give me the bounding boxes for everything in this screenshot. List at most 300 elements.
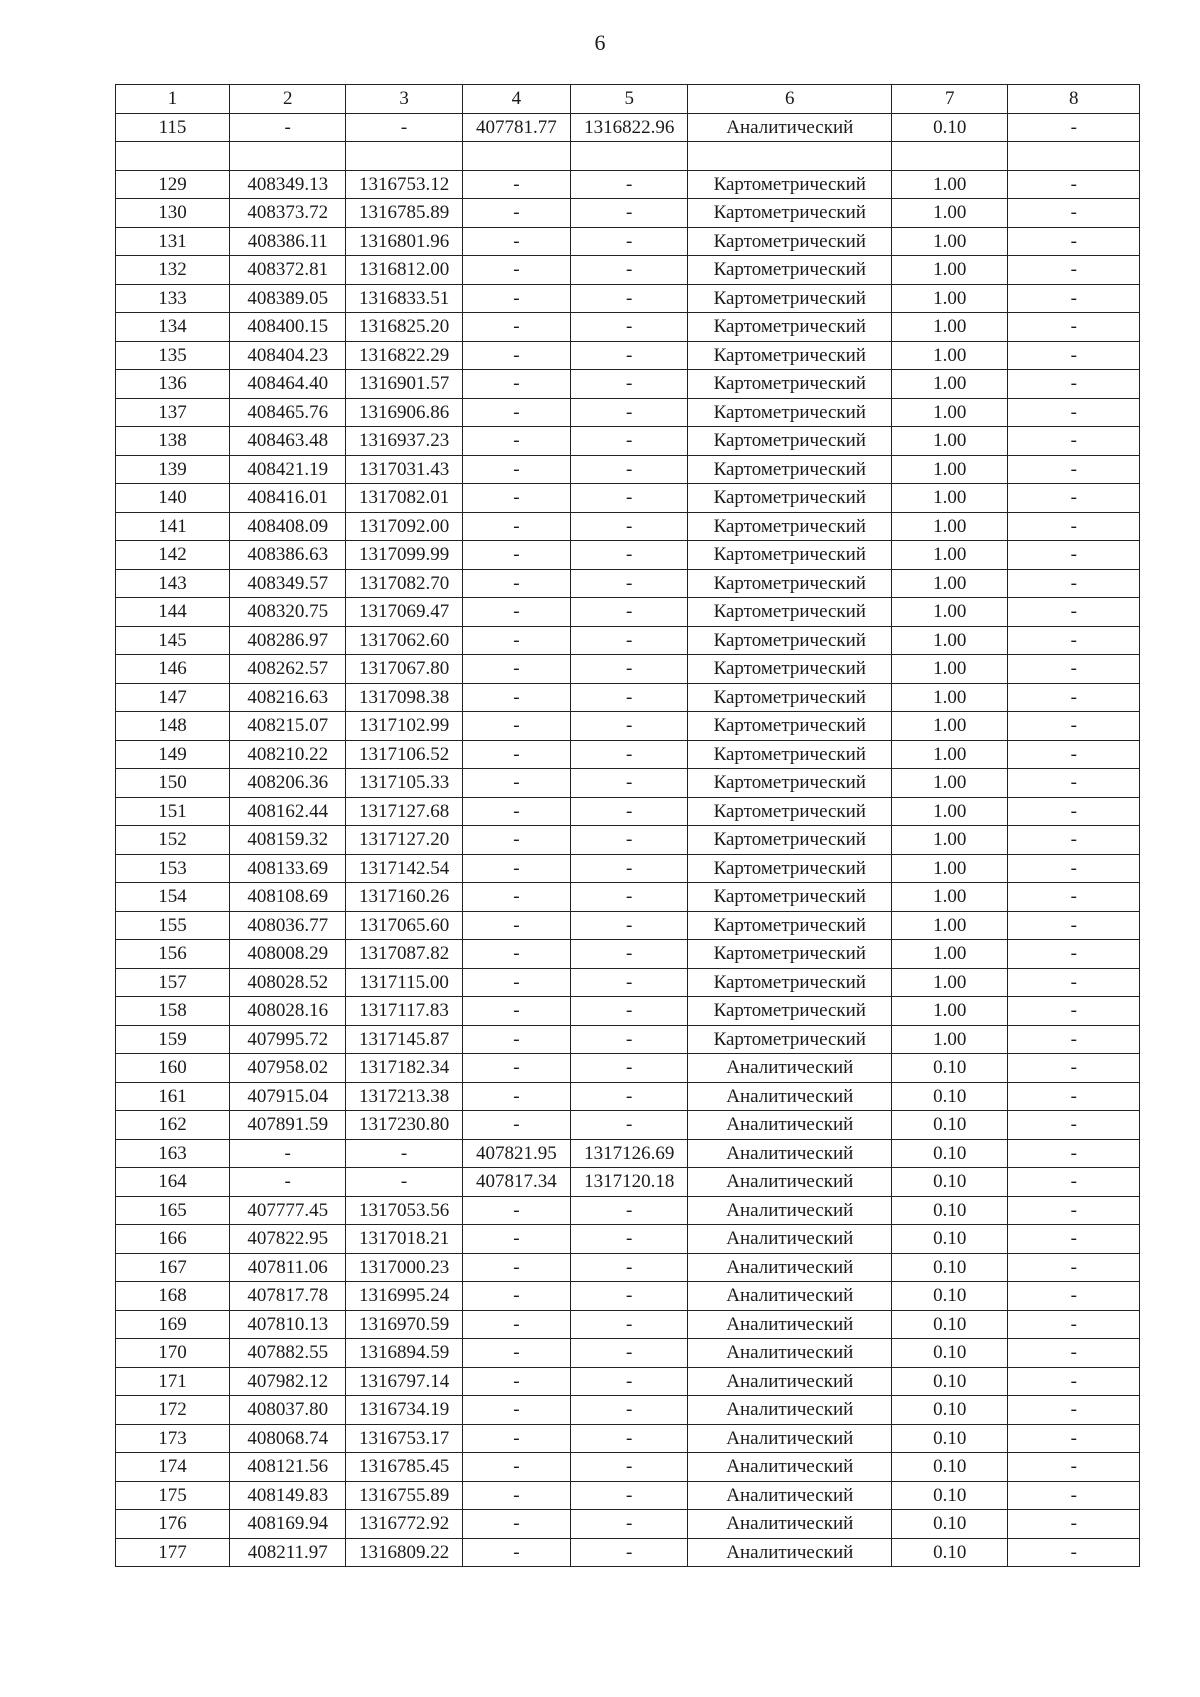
table-row xyxy=(116,484,1140,513)
table-cell: 1317062.60 xyxy=(346,626,462,655)
table-cell: - xyxy=(570,1082,688,1111)
table-cell: 1317213.38 xyxy=(346,1082,462,1111)
table-cell: 0.10 xyxy=(892,1282,1008,1311)
table-cell: 1317000.23 xyxy=(346,1253,462,1282)
table-cell: 1317098.38 xyxy=(346,683,462,712)
table-cell: - xyxy=(462,797,570,826)
table-cell xyxy=(1008,142,1140,171)
table-cell: - xyxy=(1008,854,1140,883)
table-cell: 1316822.29 xyxy=(346,341,462,370)
table-cell: 1.00 xyxy=(892,740,1008,769)
table-cell: Аналитический xyxy=(688,1111,892,1140)
table-cell: - xyxy=(462,370,570,399)
table-row xyxy=(116,1481,1140,1510)
table-cell: 115 xyxy=(116,113,230,142)
table-cell: 0.10 xyxy=(892,1367,1008,1396)
table-cell: Картометрический xyxy=(688,598,892,627)
table-cell: 1316894.59 xyxy=(346,1339,462,1368)
table-row xyxy=(116,683,1140,712)
table-row xyxy=(116,911,1140,940)
table-cell: 408068.74 xyxy=(230,1424,346,1453)
table-cell xyxy=(688,142,892,171)
table-cell: - xyxy=(1008,1282,1140,1311)
table-cell: 1316822.96 xyxy=(570,113,688,142)
table-cell: 1.00 xyxy=(892,484,1008,513)
table-cell: - xyxy=(462,626,570,655)
table-cell: - xyxy=(462,170,570,199)
table-cell: - xyxy=(570,1310,688,1339)
table-cell: 1317182.34 xyxy=(346,1054,462,1083)
table-row xyxy=(116,968,1140,997)
table-cell: - xyxy=(570,997,688,1026)
table-cell: 408037.80 xyxy=(230,1396,346,1425)
table-cell: 1317092.00 xyxy=(346,512,462,541)
table-cell: 1316734.19 xyxy=(346,1396,462,1425)
table-cell: - xyxy=(462,712,570,741)
table-cell: - xyxy=(570,1025,688,1054)
table-cell: - xyxy=(1008,940,1140,969)
table-cell: 1.00 xyxy=(892,512,1008,541)
table-cell: - xyxy=(462,313,570,342)
table-cell: - xyxy=(570,199,688,228)
table-cell: Картометрический xyxy=(688,769,892,798)
table-cell: - xyxy=(1008,370,1140,399)
table-cell: 1317142.54 xyxy=(346,854,462,883)
table-cell: 1.00 xyxy=(892,256,1008,285)
table-row xyxy=(116,427,1140,456)
table-cell: 1317160.26 xyxy=(346,883,462,912)
table-cell: 173 xyxy=(116,1424,230,1453)
table-cell: - xyxy=(462,1510,570,1539)
table-cell: 141 xyxy=(116,512,230,541)
table-cell: 1.00 xyxy=(892,598,1008,627)
table-cell: 1.00 xyxy=(892,883,1008,912)
table-cell: 1317053.56 xyxy=(346,1196,462,1225)
table-cell: - xyxy=(1008,113,1140,142)
table-cell: - xyxy=(462,655,570,684)
table-cell: 408408.09 xyxy=(230,512,346,541)
table-cell: 0.10 xyxy=(892,1396,1008,1425)
table-cell: Картометрический xyxy=(688,227,892,256)
table-cell: 1316797.14 xyxy=(346,1367,462,1396)
table-cell: - xyxy=(462,256,570,285)
table-cell: 159 xyxy=(116,1025,230,1054)
table-row xyxy=(116,284,1140,313)
table-row xyxy=(116,740,1140,769)
table-cell: 407817.34 xyxy=(462,1168,570,1197)
table-cell: - xyxy=(1008,199,1140,228)
table-row xyxy=(116,199,1140,228)
table-cell: Аналитический xyxy=(688,1453,892,1482)
table-cell: Аналитический xyxy=(688,1538,892,1567)
table-cell: 1.00 xyxy=(892,370,1008,399)
table-cell: 1317031.43 xyxy=(346,455,462,484)
table-cell: - xyxy=(462,1025,570,1054)
table-cell: - xyxy=(570,256,688,285)
table-cell: - xyxy=(1008,1139,1140,1168)
table-cell: - xyxy=(1008,1510,1140,1539)
table-cell: - xyxy=(230,113,346,142)
table-cell: - xyxy=(570,170,688,199)
table-cell: - xyxy=(570,740,688,769)
table-cell: - xyxy=(1008,1082,1140,1111)
table-cell: 408149.83 xyxy=(230,1481,346,1510)
table-cell: - xyxy=(1008,1196,1140,1225)
column-header: 1 xyxy=(116,85,230,114)
table-cell: 1.00 xyxy=(892,626,1008,655)
table-cell: 0.10 xyxy=(892,1054,1008,1083)
table-cell: - xyxy=(462,1111,570,1140)
table-cell: Аналитический xyxy=(688,1481,892,1510)
table-cell: 408320.75 xyxy=(230,598,346,627)
table-cell: Картометрический xyxy=(688,911,892,940)
table-cell: 1316906.86 xyxy=(346,398,462,427)
table-cell: 1317117.83 xyxy=(346,997,462,1026)
table-row xyxy=(116,398,1140,427)
table-cell: - xyxy=(462,1253,570,1282)
table-cell: - xyxy=(462,1367,570,1396)
table-cell: 408389.05 xyxy=(230,284,346,313)
table-cell: 407915.04 xyxy=(230,1082,346,1111)
table-cell: - xyxy=(1008,1054,1140,1083)
table-cell: - xyxy=(1008,313,1140,342)
table-cell: 0.10 xyxy=(892,1253,1008,1282)
table-cell: 1317082.70 xyxy=(346,569,462,598)
table-cell: - xyxy=(462,883,570,912)
table-cell: 408206.36 xyxy=(230,769,346,798)
column-header: 6 xyxy=(688,85,892,114)
table-row xyxy=(116,997,1140,1026)
table-row xyxy=(116,1196,1140,1225)
table-cell: 0.10 xyxy=(892,1339,1008,1368)
table-row xyxy=(116,1025,1140,1054)
table-cell: 1317126.69 xyxy=(570,1139,688,1168)
column-header: 4 xyxy=(462,85,570,114)
table-cell: 1316809.22 xyxy=(346,1538,462,1567)
table-cell: 1316755.89 xyxy=(346,1481,462,1510)
table-cell: - xyxy=(570,1282,688,1311)
table-cell: 1.00 xyxy=(892,341,1008,370)
table-cell: 1317120.18 xyxy=(570,1168,688,1197)
table-row xyxy=(116,1339,1140,1368)
table-cell: - xyxy=(1008,626,1140,655)
table-cell: Картометрический xyxy=(688,740,892,769)
table-cell: - xyxy=(570,883,688,912)
table-cell: - xyxy=(570,598,688,627)
table-cell: 407781.77 xyxy=(462,113,570,142)
table-row xyxy=(116,370,1140,399)
table-cell: 0.10 xyxy=(892,1111,1008,1140)
table-cell: - xyxy=(570,1424,688,1453)
table-cell: Картометрический xyxy=(688,455,892,484)
table-cell: 167 xyxy=(116,1253,230,1282)
table-cell: - xyxy=(462,199,570,228)
table-cell: Аналитический xyxy=(688,1396,892,1425)
table-cell: - xyxy=(570,1510,688,1539)
table-cell: - xyxy=(462,1339,570,1368)
table-row xyxy=(116,142,1140,171)
table-cell: 129 xyxy=(116,170,230,199)
table-cell: 408162.44 xyxy=(230,797,346,826)
table-cell: - xyxy=(462,1282,570,1311)
table-cell: - xyxy=(1008,1367,1140,1396)
table-cell: Картометрический xyxy=(688,655,892,684)
table-cell: 407958.02 xyxy=(230,1054,346,1083)
table-cell: 170 xyxy=(116,1339,230,1368)
table-cell: 171 xyxy=(116,1367,230,1396)
table-cell: - xyxy=(570,1453,688,1482)
table-cell: - xyxy=(346,113,462,142)
table-cell: 176 xyxy=(116,1510,230,1539)
table-cell: 408036.77 xyxy=(230,911,346,940)
table-row xyxy=(116,1168,1140,1197)
table-cell: 1.00 xyxy=(892,854,1008,883)
table-cell: 408028.52 xyxy=(230,968,346,997)
table-cell: - xyxy=(462,598,570,627)
table-cell: - xyxy=(1008,256,1140,285)
table-cell: - xyxy=(462,740,570,769)
table-cell: 407810.13 xyxy=(230,1310,346,1339)
table-cell: - xyxy=(346,1139,462,1168)
table-cell: Аналитический xyxy=(688,1196,892,1225)
table-cell: Аналитический xyxy=(688,1168,892,1197)
table-cell: 1.00 xyxy=(892,968,1008,997)
table-cell: 1.00 xyxy=(892,398,1008,427)
table-cell: - xyxy=(570,1339,688,1368)
table-cell: 169 xyxy=(116,1310,230,1339)
table-cell: - xyxy=(462,769,570,798)
table-cell: 408463.48 xyxy=(230,427,346,456)
table-cell: - xyxy=(1008,826,1140,855)
table-cell: - xyxy=(1008,541,1140,570)
table-cell: Картометрический xyxy=(688,569,892,598)
table-cell: - xyxy=(570,1054,688,1083)
table-cell: - xyxy=(570,484,688,513)
table-row xyxy=(116,1054,1140,1083)
table-cell: - xyxy=(462,1424,570,1453)
table-cell: 0.10 xyxy=(892,1168,1008,1197)
table-cell: 1.00 xyxy=(892,911,1008,940)
table-cell: 131 xyxy=(116,227,230,256)
table-cell: 408386.63 xyxy=(230,541,346,570)
table-cell: Аналитический xyxy=(688,1282,892,1311)
table-row xyxy=(116,512,1140,541)
table-cell: 149 xyxy=(116,740,230,769)
table-cell: 172 xyxy=(116,1396,230,1425)
table-cell: 1316801.96 xyxy=(346,227,462,256)
table-cell: 152 xyxy=(116,826,230,855)
table-cell: - xyxy=(1008,284,1140,313)
table-cell: - xyxy=(1008,598,1140,627)
table-cell: 408286.97 xyxy=(230,626,346,655)
table-row xyxy=(116,854,1140,883)
table-cell: - xyxy=(1008,512,1140,541)
table-cell: - xyxy=(462,455,570,484)
table-cell: - xyxy=(1008,968,1140,997)
table-cell: 1317087.82 xyxy=(346,940,462,969)
table-cell: 1.00 xyxy=(892,826,1008,855)
table-cell: 1317106.52 xyxy=(346,740,462,769)
table-cell: 0.10 xyxy=(892,1196,1008,1225)
table-cell xyxy=(892,142,1008,171)
table-cell: - xyxy=(1008,712,1140,741)
table-cell: 175 xyxy=(116,1481,230,1510)
table-row xyxy=(116,341,1140,370)
table-cell: 408421.19 xyxy=(230,455,346,484)
column-header: 5 xyxy=(570,85,688,114)
table-cell: 165 xyxy=(116,1196,230,1225)
table-cell: - xyxy=(462,1054,570,1083)
table-row xyxy=(116,1310,1140,1339)
table-cell: 408159.32 xyxy=(230,826,346,855)
table-cell: - xyxy=(462,427,570,456)
table-cell: - xyxy=(1008,341,1140,370)
table-cell: - xyxy=(462,1396,570,1425)
table-cell: 1316970.59 xyxy=(346,1310,462,1339)
table-cell: 407982.12 xyxy=(230,1367,346,1396)
table-cell: 139 xyxy=(116,455,230,484)
table-cell: - xyxy=(462,1453,570,1482)
table-cell: Картометрический xyxy=(688,341,892,370)
table-cell: - xyxy=(570,427,688,456)
table-cell: 408211.97 xyxy=(230,1538,346,1567)
table-cell: Картометрический xyxy=(688,199,892,228)
table-row xyxy=(116,598,1140,627)
column-header: 3 xyxy=(346,85,462,114)
table-cell: Картометрический xyxy=(688,1025,892,1054)
table-cell: - xyxy=(462,227,570,256)
table-cell: 1317099.99 xyxy=(346,541,462,570)
table-cell: Картометрический xyxy=(688,541,892,570)
table-cell: - xyxy=(462,284,570,313)
table-cell: 408210.22 xyxy=(230,740,346,769)
table-cell: - xyxy=(1008,569,1140,598)
table-row xyxy=(116,227,1140,256)
table-cell: 156 xyxy=(116,940,230,969)
table-cell: 177 xyxy=(116,1538,230,1567)
table-cell: - xyxy=(570,797,688,826)
table-row xyxy=(116,1282,1140,1311)
table-cell: - xyxy=(570,769,688,798)
table-cell: 140 xyxy=(116,484,230,513)
table-cell: Аналитический xyxy=(688,113,892,142)
table-cell xyxy=(346,142,462,171)
table-cell xyxy=(462,142,570,171)
table-cell: - xyxy=(570,854,688,883)
table-cell: - xyxy=(462,1481,570,1510)
table-row xyxy=(116,1139,1140,1168)
table-row xyxy=(116,797,1140,826)
table-cell: 1317067.80 xyxy=(346,655,462,684)
table-cell: - xyxy=(462,1538,570,1567)
table-cell: - xyxy=(1008,398,1140,427)
table-cell: Аналитический xyxy=(688,1424,892,1453)
table-cell: 408215.07 xyxy=(230,712,346,741)
table-cell: 134 xyxy=(116,313,230,342)
table-cell: 408169.94 xyxy=(230,1510,346,1539)
table-cell: 150 xyxy=(116,769,230,798)
table-cell: 0.10 xyxy=(892,1225,1008,1254)
table-cell: - xyxy=(570,227,688,256)
table-cell: - xyxy=(570,683,688,712)
table-cell: - xyxy=(570,1225,688,1254)
table-row xyxy=(116,1225,1140,1254)
table-cell: 1.00 xyxy=(892,940,1008,969)
table-cell: 1316785.89 xyxy=(346,199,462,228)
table-row xyxy=(116,1082,1140,1111)
table-cell: 132 xyxy=(116,256,230,285)
table-cell: - xyxy=(570,1253,688,1282)
table-cell: Картометрический xyxy=(688,826,892,855)
table-row xyxy=(116,256,1140,285)
table-cell: - xyxy=(570,341,688,370)
table-cell: 1.00 xyxy=(892,655,1008,684)
table-row xyxy=(116,1367,1140,1396)
table-row xyxy=(116,769,1140,798)
table-cell: 1317127.68 xyxy=(346,797,462,826)
table-cell: - xyxy=(462,484,570,513)
table-cell: Картометрический xyxy=(688,512,892,541)
table-cell: 163 xyxy=(116,1139,230,1168)
table-cell: 143 xyxy=(116,569,230,598)
table-cell: 408464.40 xyxy=(230,370,346,399)
table-cell: - xyxy=(462,569,570,598)
table-cell: 407821.95 xyxy=(462,1139,570,1168)
table-cell: Аналитический xyxy=(688,1367,892,1396)
table-cell: - xyxy=(570,313,688,342)
table-cell: 408121.56 xyxy=(230,1453,346,1482)
table-row xyxy=(116,1396,1140,1425)
table-cell: Картометрический xyxy=(688,313,892,342)
table-cell: - xyxy=(1008,1111,1140,1140)
table-cell: 408386.11 xyxy=(230,227,346,256)
table-cell: - xyxy=(1008,484,1140,513)
table-cell: - xyxy=(1008,1025,1140,1054)
table-cell: Картометрический xyxy=(688,398,892,427)
table-cell: 408373.72 xyxy=(230,199,346,228)
table-cell: - xyxy=(1008,740,1140,769)
table-cell: 408465.76 xyxy=(230,398,346,427)
table-cell: 408008.29 xyxy=(230,940,346,969)
table-cell: 0.10 xyxy=(892,1310,1008,1339)
table-cell: - xyxy=(1008,1396,1140,1425)
table-cell: Картометрический xyxy=(688,712,892,741)
table-cell: 137 xyxy=(116,398,230,427)
table-cell: Аналитический xyxy=(688,1054,892,1083)
table-cell: 408349.57 xyxy=(230,569,346,598)
table-cell: 162 xyxy=(116,1111,230,1140)
table-cell: Аналитический xyxy=(688,1253,892,1282)
table-row xyxy=(116,1510,1140,1539)
table-cell: 1.00 xyxy=(892,769,1008,798)
table-cell: 155 xyxy=(116,911,230,940)
table-cell: 146 xyxy=(116,655,230,684)
table-cell: Картометрический xyxy=(688,484,892,513)
table-cell: 0.10 xyxy=(892,1082,1008,1111)
table-cell: 0.10 xyxy=(892,1510,1008,1539)
table-cell: - xyxy=(346,1168,462,1197)
table-cell: - xyxy=(462,541,570,570)
table-cell: 1317102.99 xyxy=(346,712,462,741)
table-cell: - xyxy=(1008,655,1140,684)
table-cell: 174 xyxy=(116,1453,230,1482)
table-cell: 1317115.00 xyxy=(346,968,462,997)
table-cell: - xyxy=(1008,1453,1140,1482)
table-row xyxy=(116,1453,1140,1482)
table-cell: - xyxy=(570,911,688,940)
table-header-row xyxy=(116,85,1140,114)
table-cell: 1316995.24 xyxy=(346,1282,462,1311)
